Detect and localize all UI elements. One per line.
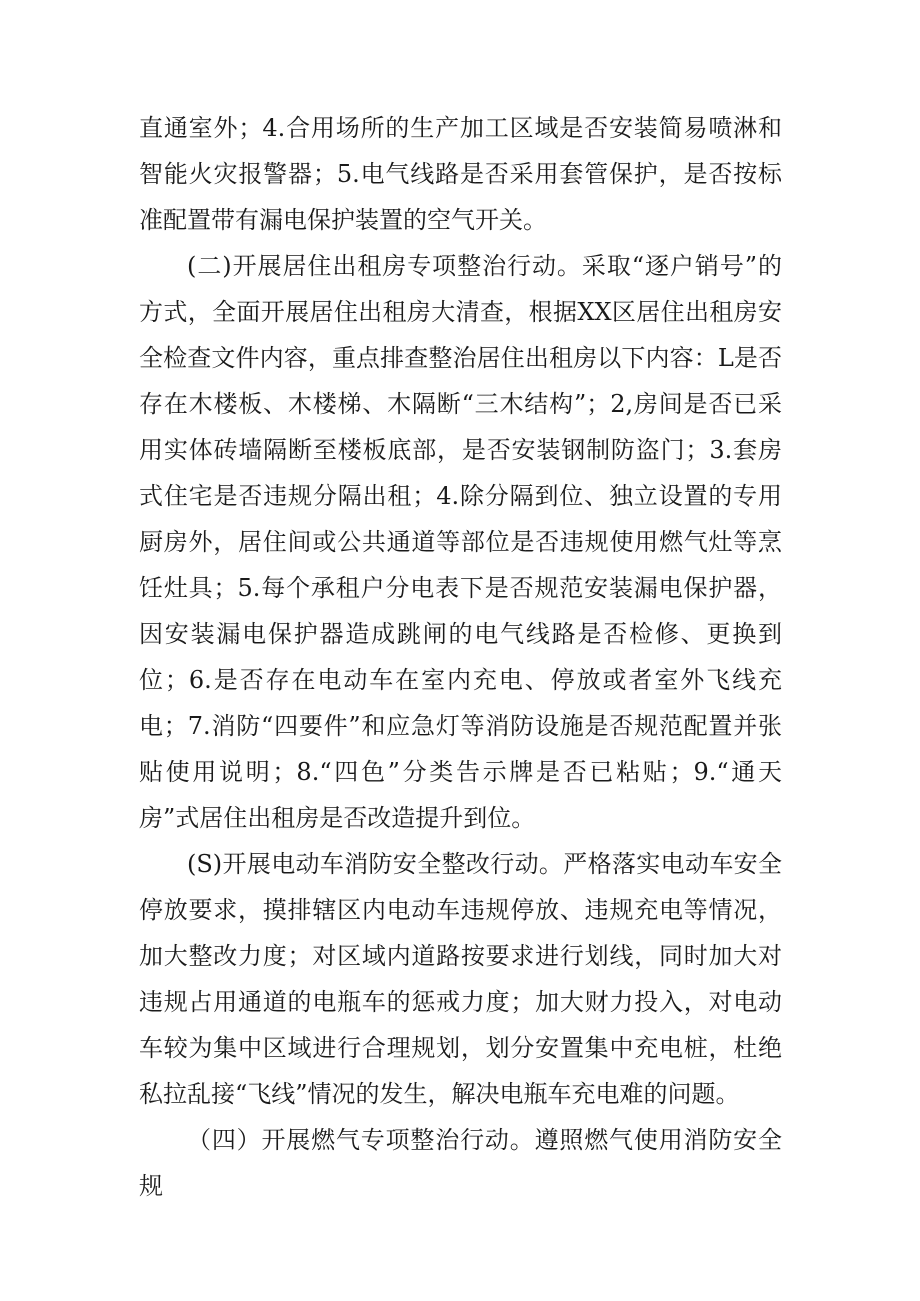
paragraph-section-2-rental-housing: (二)开展居住出租房专项整治行动。采取“逐户销号”的方式，全面开展居住出租房大清查，根据XX区居住出租房安全检查文件内容，重点排查整治居住出租房以下内容：L是否存在木楼板、木楼梯、木隔断“三木结构”；2,房间是否已采用实体砖墙隔断至楼板底部，是否安装钢制防盗门；3.套房式住宅是否违规分隔出租；4.除分隔到位、独立设置的专用厨房外，居住间或公共通道等部位是否违规使用燃气灶等烹饪灶具；5.每个承租户分电表下是否规范安装漏电保护器，因安装漏电保护器造成跳闸的电气线路是否检修、更换到位；6.是否存在电动车在室内充电、停放或者室外飞线充电；7.消防“四要件”和应急灯等消防设施是否规范配置并张贴使用说明；8.“四色”分类告示牌是否已粘贴；9.“通天房”式居住出租房是否改造提升到位。 — [139, 252, 782, 832]
document-body — [139, 105, 782, 1209]
paragraph-continued: 直通室外；4.合用场所的生产加工区域是否安装简易喷淋和智能火灾报警器；5.电气线路是否采用套管保护，是否按标准配置带有漏电保护装置的空气开关。 — [139, 114, 782, 234]
paragraph-section-3-electric-vehicles: (S)开展电动车消防安全整改行动。严格落实电动车安全停放要求，摸排辖区内电动车违规停放、违规充电等情况，加大整改力度；对区域内道路按要求进行划线，同时加大对违规占用通道的电瓶车的惩戒力度；加大财力投入，对电动车较为集中区域进行合理规划，划分安置集中充电桩，杜绝私拉乱接“飞线”情况的发生，解决电瓶车充电难的问题。 — [139, 850, 782, 1108]
paragraph-section-4-gas: （四）开展燃气专项整治行动。遵照燃气使用消防安全规 — [139, 1126, 782, 1200]
